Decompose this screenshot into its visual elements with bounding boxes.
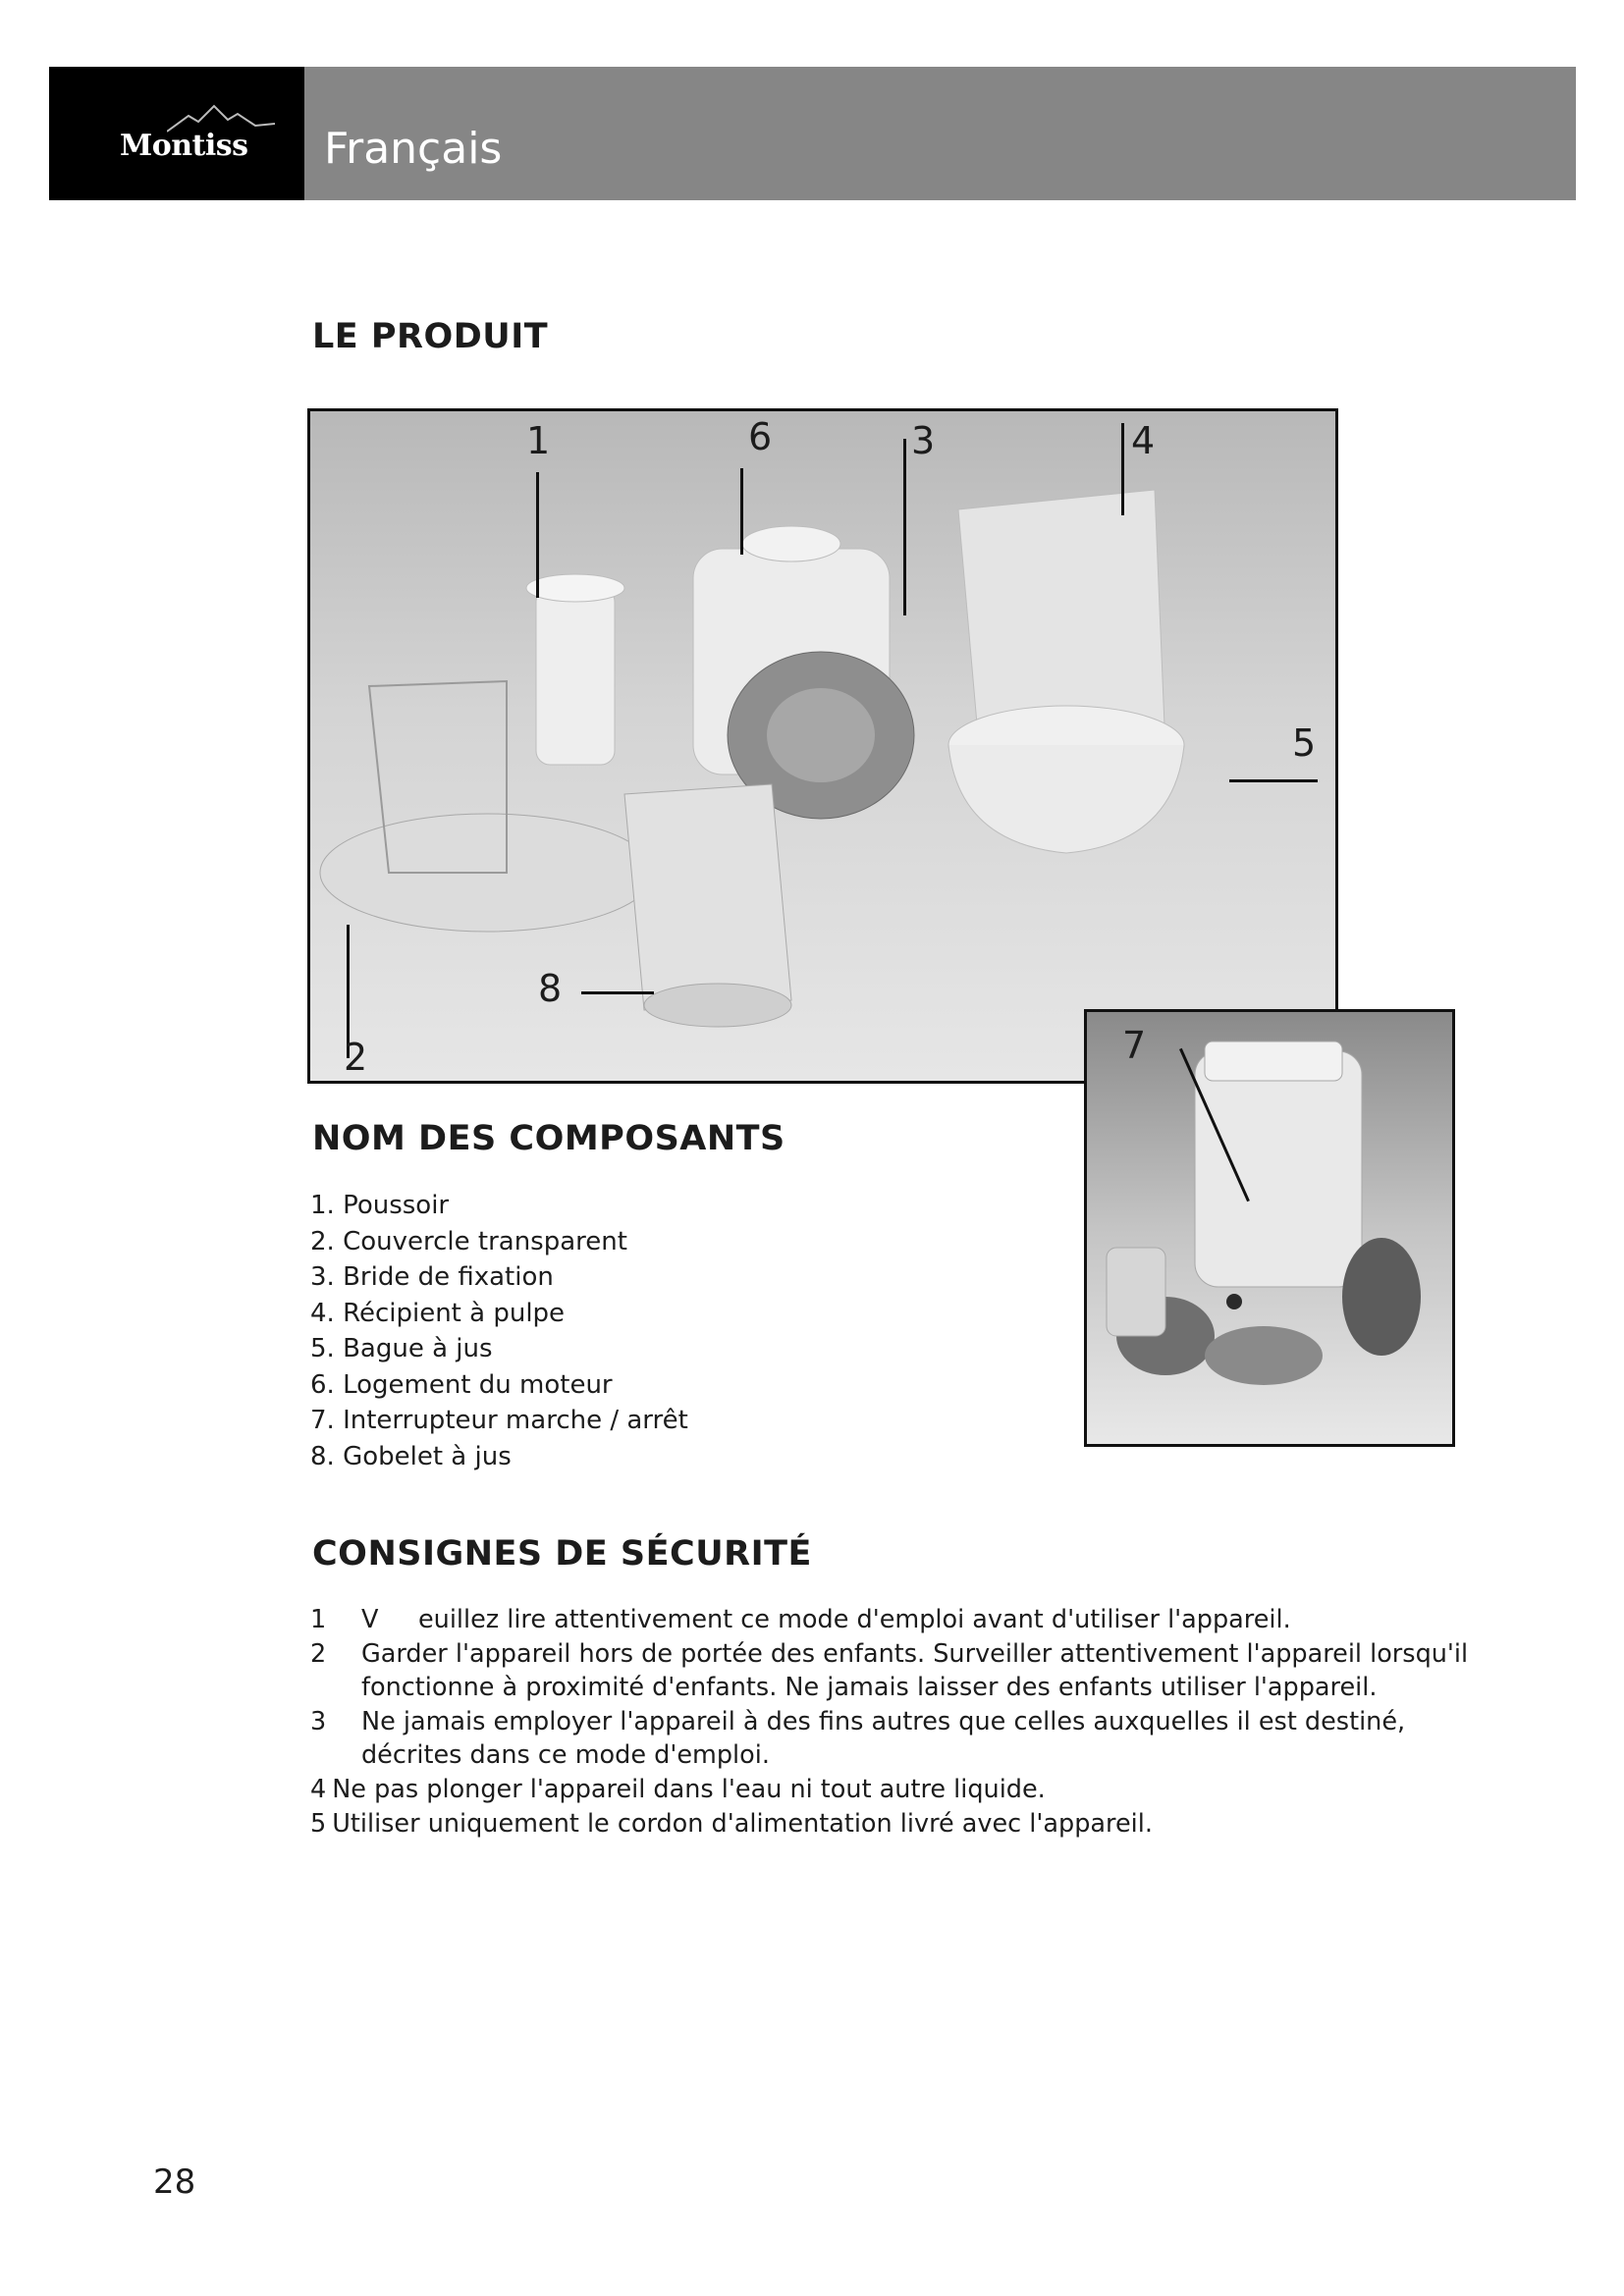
callout-line-5: [1229, 779, 1318, 782]
page-header: [49, 67, 1576, 200]
juicer-parts-illustration: [310, 411, 1335, 1081]
callout-2: 2: [344, 1036, 368, 1079]
product-section-title: LE PRODUIT: [312, 317, 549, 356]
safety-item: [310, 1807, 1489, 1841]
callout-6: 6: [748, 415, 773, 458]
callout-line-1: [536, 472, 539, 598]
language-title: Français: [324, 124, 503, 174]
product-photo: [307, 408, 1338, 1084]
list-item: 2. Couvercle transparent: [310, 1226, 627, 1256]
callout-5: 5: [1292, 721, 1317, 765]
callout-4: 4: [1131, 419, 1156, 462]
pulp-container-shape: [958, 490, 1164, 735]
safety-item: [310, 1603, 1489, 1636]
juice-ring-shape: [948, 706, 1184, 853]
callout-1: 1: [526, 419, 551, 462]
safety-item-number: 1: [310, 1605, 327, 1634]
safety-list: [310, 1603, 1489, 1842]
callout-line-3: [903, 439, 906, 615]
list-item: 7. Interrupteur marche / arrêt: [310, 1406, 688, 1435]
callout-line-6: [740, 468, 743, 555]
safety-item-text: Ne pas plonger l'appareil dans l'eau ni tout autre liquide.: [332, 1775, 1046, 1804]
safety-section-title: CONSIGNES DE SÉCURITÉ: [312, 1534, 812, 1574]
safety-item: [310, 1637, 1489, 1704]
safety-item-number: 3: [310, 1707, 327, 1736]
safety-item-number: 4: [310, 1775, 327, 1804]
juicer-with-fruit-illustration: [1087, 1012, 1452, 1444]
brand-logo: [49, 67, 304, 200]
safety-item-number: 2: [310, 1639, 327, 1669]
callout-8: 8: [538, 967, 563, 1010]
brand-name: Montiss: [120, 129, 248, 163]
safety-item-text: Utiliser uniquement le cordon d'alimentation livré avec l'appareil.: [332, 1809, 1153, 1839]
safety-item-text: V euillez lire attentivement ce mode d'emploi avant d'utiliser l'appareil.: [361, 1605, 1291, 1634]
safety-item: [310, 1773, 1489, 1806]
inset-juicer-photo: [1084, 1009, 1455, 1447]
list-item: 3. Bride de fixation: [310, 1262, 554, 1292]
safety-item-number: 5: [310, 1809, 327, 1839]
components-list: [310, 1188, 688, 1474]
pusher-shape: [526, 574, 624, 765]
list-item: 5. Bague à jus: [310, 1334, 493, 1363]
list-item: 1. Poussoir: [310, 1191, 450, 1220]
components-section-title: NOM DES COMPOSANTS: [312, 1119, 785, 1158]
page-number: 28: [153, 2163, 196, 2202]
safety-item-text: Ne jamais employer l'appareil à des fins autres que celles auxquelles il est destiné, décrites dans ce mode d'emploi.: [361, 1707, 1406, 1770]
juice-cup-shape: [624, 784, 791, 1027]
safety-item: [310, 1705, 1489, 1772]
callout-3: 3: [911, 419, 936, 462]
list-item: 6. Logement du moteur: [310, 1369, 613, 1400]
list-item: 4. Récipient à pulpe: [310, 1298, 566, 1328]
safety-item-text: Garder l'appareil hors de portée des enfants. Surveiller attentivement l'appareil lorsqu'il fonctionne à proximité d'enfants. Ne jamais laisser des enfants utiliser l'appareil.: [361, 1639, 1469, 1702]
callout-line-4: [1121, 423, 1124, 515]
list-item: 8. Gobelet à jus: [310, 1441, 512, 1471]
callout-7: 7: [1122, 1024, 1147, 1067]
callout-line-8: [581, 991, 654, 994]
